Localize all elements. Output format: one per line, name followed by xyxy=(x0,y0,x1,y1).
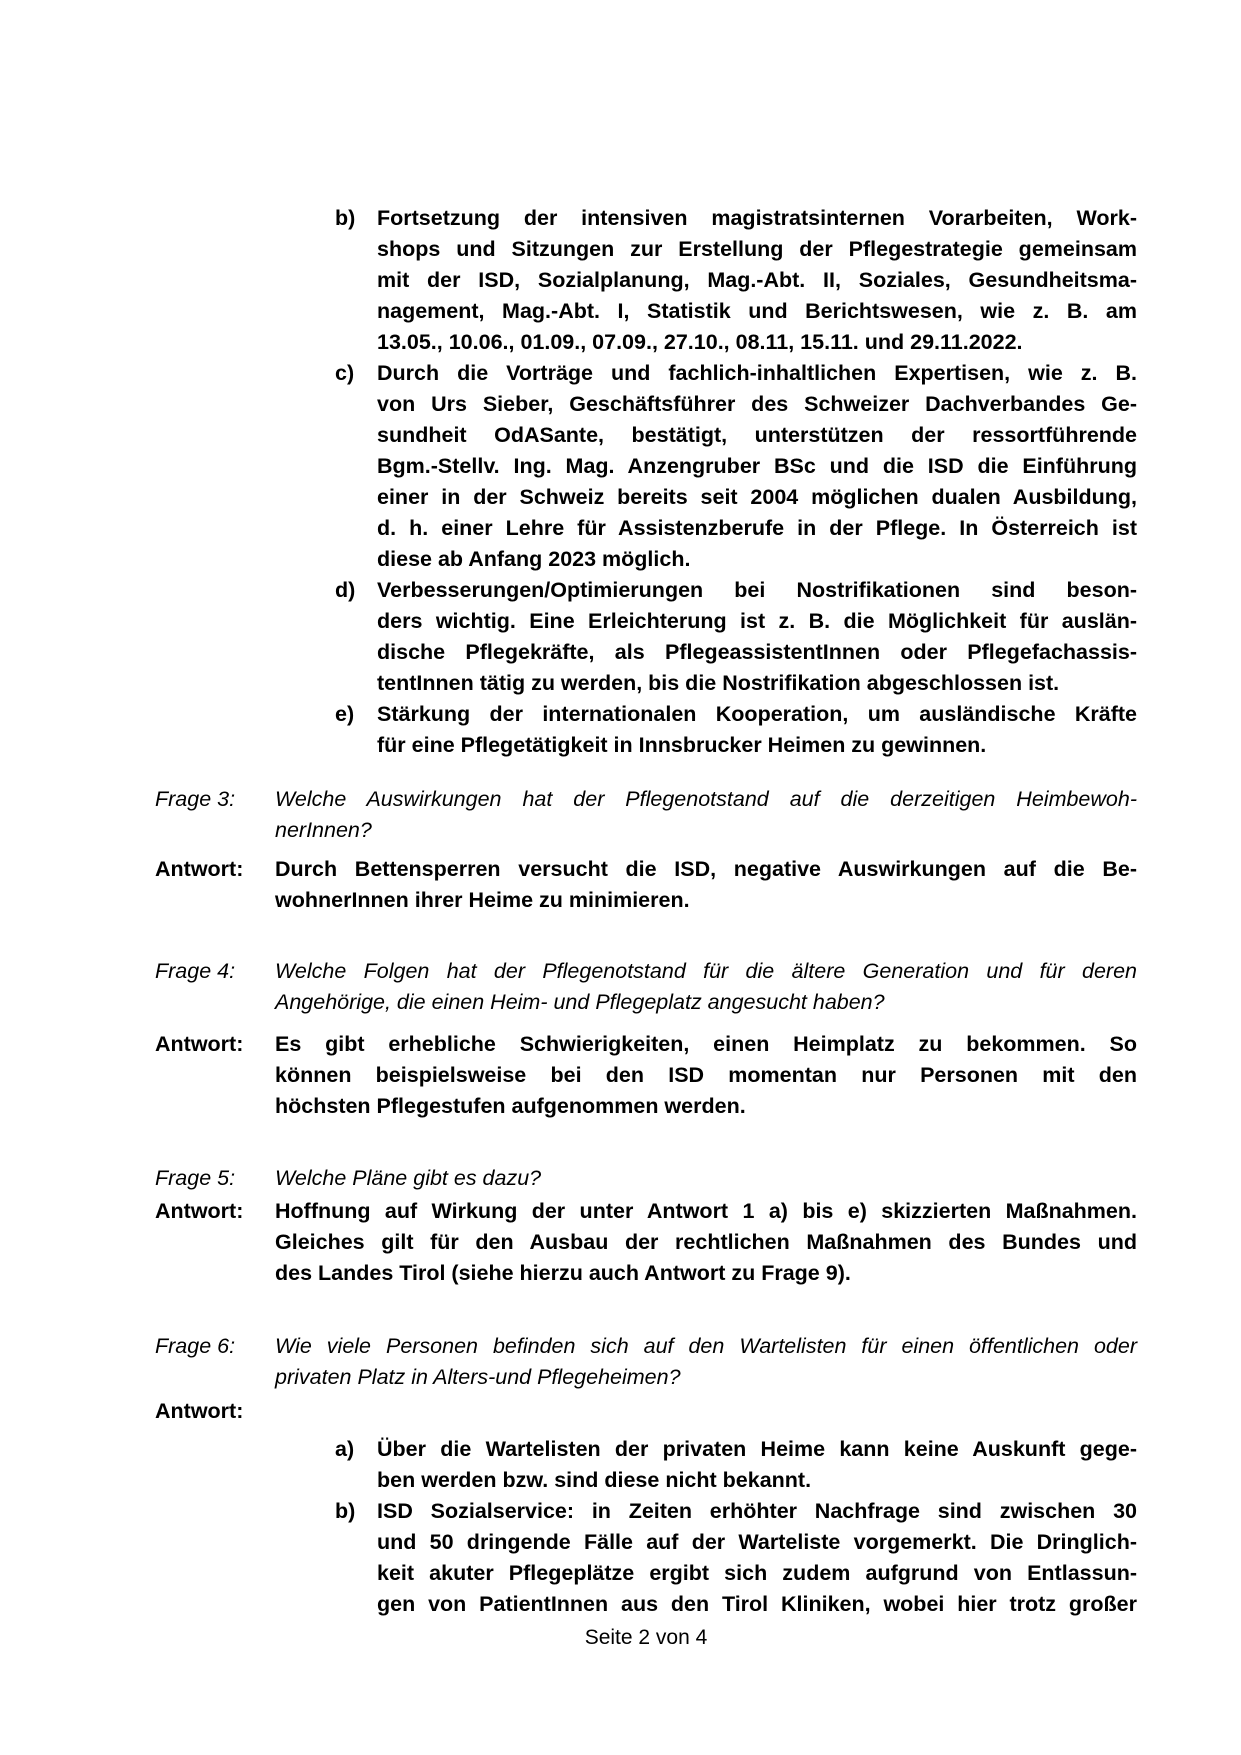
text-line: des Landes Tirol (siehe hierzu auch Antwort zu Frage 9). xyxy=(275,1261,851,1285)
text-line: Durch Bettensperren versucht die ISD, negative Auswirkungen auf die Be- xyxy=(275,857,1137,881)
list-item xyxy=(335,575,1137,699)
list-item xyxy=(335,203,1137,358)
qa-text xyxy=(275,956,1137,1018)
qa-text xyxy=(275,1331,1137,1393)
qa-label: Frage 5: xyxy=(155,1166,236,1190)
qa-row xyxy=(155,956,1137,1018)
text-line: und 50 dringende Fälle auf der Warteliste vorgemerkt. Die Dringlich- xyxy=(377,1530,1137,1554)
text-line: Fortsetzung der intensiven magistratsinternen Vorarbeiten, Work- xyxy=(377,206,1137,230)
list-item-marker: d) xyxy=(335,578,356,602)
text-line: d. h. einer Lehre für Assistenzberufe in der Pflege. In Österreich ist xyxy=(377,516,1137,540)
list-item xyxy=(335,1496,1137,1620)
list-item-marker: b) xyxy=(335,206,356,230)
qa-row xyxy=(155,784,1137,846)
page-number: Seite 2 von 4 xyxy=(584,1626,708,1649)
text-line: höchsten Pflegestufen aufgenommen werden. xyxy=(275,1094,746,1118)
text-line: Bgm.-Stellv. Ing. Mag. Anzengruber BSc und die ISD die Einführung xyxy=(377,454,1137,478)
qa-row xyxy=(155,1396,1137,1427)
list-item xyxy=(335,699,1137,761)
list-item-marker: a) xyxy=(335,1437,355,1461)
text-line: können beispielsweise bei den ISD momentan nur Personen mit den xyxy=(275,1063,1137,1087)
text-line: nagement, Mag.-Abt. I, Statistik und Berichtswesen, wie z. B. am xyxy=(377,299,1137,323)
qa-row xyxy=(155,1163,1137,1194)
text-line: für eine Pflegetätigkeit in Innsbrucker Heimen zu gewinnen. xyxy=(377,733,987,757)
text-line: diese ab Anfang 2023 möglich. xyxy=(377,547,691,571)
list-item-text xyxy=(377,203,1137,358)
numbered-list xyxy=(335,1434,1137,1620)
text-line: ben werden bzw. sind diese nicht bekannt. xyxy=(377,1468,812,1492)
text-line: 13.05., 10.06., 01.09., 07.09., 27.10., 08.11, 15.11. und 29.11.2022. xyxy=(377,330,1023,354)
list-item-text xyxy=(377,358,1137,575)
text-line: ders wichtig. Eine Erleichterung ist z. B. die Möglichkeit für auslän- xyxy=(377,609,1137,633)
qa-label: Antwort: xyxy=(155,857,244,881)
qa-label: Antwort: xyxy=(155,1399,244,1423)
qa-row xyxy=(155,1029,1137,1122)
text-line: keit akuter Pflegeplätze ergibt sich zudem aufgrund von Entlassun- xyxy=(377,1561,1137,1585)
list-item xyxy=(335,1434,1137,1496)
text-line: gen von PatientInnen aus den Tirol Kliniken, wobei hier trotz großer xyxy=(377,1592,1137,1616)
list-item-marker: b) xyxy=(335,1499,356,1523)
page-footer xyxy=(155,1625,1137,1651)
qa-label: Antwort: xyxy=(155,1199,244,1223)
qa-text xyxy=(275,1029,1137,1122)
qa-text xyxy=(275,784,1137,846)
list-item-text xyxy=(377,1496,1137,1620)
qa-label: Frage 4: xyxy=(155,959,236,983)
text-line: Wie viele Personen befinden sich auf den Wartelisten für einen öffentlichen oder xyxy=(275,1334,1137,1358)
qa-label: Frage 6: xyxy=(155,1334,236,1358)
qa-label: Frage 3: xyxy=(155,787,236,811)
text-line: einer in der Schweiz bereits seit 2004 möglichen dualen Ausbildung, xyxy=(377,485,1137,509)
text-line: Verbesserungen/Optimierungen bei Nostrifikationen sind beson- xyxy=(377,578,1137,602)
text-line: tentInnen tätig zu werden, bis die Nostrifikation abgeschlossen ist. xyxy=(377,671,1060,695)
text-line: nerInnen? xyxy=(275,818,372,842)
qa-row xyxy=(155,1196,1137,1289)
text-line: shops und Sitzungen zur Erstellung der Pflegestrategie gemeinsam xyxy=(377,237,1137,261)
text-line: Angehörige, die einen Heim- und Pflegeplatz angesucht haben? xyxy=(275,990,885,1014)
text-line: Es gibt erhebliche Schwierigkeiten, einen Heimplatz zu bekommen. So xyxy=(275,1032,1137,1056)
qa-text xyxy=(275,1163,1137,1194)
text-line: Welche Pläne gibt es dazu? xyxy=(275,1166,542,1190)
list-item-text xyxy=(377,699,1137,761)
qa-text xyxy=(275,1196,1137,1289)
text-line: dische Pflegekräfte, als PflegeassistentInnen oder Pflegefachassis- xyxy=(377,640,1137,664)
text-line: mit der ISD, Sozialplanung, Mag.-Abt. II, Soziales, Gesundheitsma- xyxy=(377,268,1137,292)
text-line: Gleiches gilt für den Ausbau der rechtlichen Maßnahmen des Bundes und xyxy=(275,1230,1137,1254)
qa-row xyxy=(155,854,1137,916)
text-line: von Urs Sieber, Geschäftsführer des Schweizer Dachverbandes Ge- xyxy=(377,392,1137,416)
qa-row xyxy=(155,1331,1137,1393)
text-line: Hoffnung auf Wirkung der unter Antwort 1 a) bis e) skizzierten Maßnahmen. xyxy=(275,1199,1137,1223)
text-line: Welche Folgen hat der Pflegenotstand für die ältere Generation und für deren xyxy=(275,959,1137,983)
list-item-marker: e) xyxy=(335,702,355,726)
list-item xyxy=(335,358,1137,575)
text-line: ISD Sozialservice: in Zeiten erhöhter Nachfrage sind zwischen 30 xyxy=(377,1499,1137,1523)
list-item-text xyxy=(377,1434,1137,1496)
qa-text xyxy=(275,1396,1137,1427)
list-item-marker: c) xyxy=(335,361,355,385)
qa-text xyxy=(275,854,1137,916)
text-line: Welche Auswirkungen hat der Pflegenotstand auf die derzeitigen Heimbewoh- xyxy=(275,787,1137,811)
text-line: privaten Platz in Alters-und Pflegeheimen? xyxy=(275,1365,681,1389)
document-body xyxy=(155,203,1137,1620)
text-line: wohnerInnen ihrer Heime zu minimieren. xyxy=(275,888,690,912)
qa-label: Antwort: xyxy=(155,1032,244,1056)
list-item-text xyxy=(377,575,1137,699)
text-line: sundheit OdASante, bestätigt, unterstützen der ressortführende xyxy=(377,423,1137,447)
text-line: Durch die Vorträge und fachlich-inhaltlichen Expertisen, wie z. B. xyxy=(377,361,1137,385)
text-line: Über die Wartelisten der privaten Heime kann keine Auskunft gege- xyxy=(377,1437,1137,1461)
text-line: Stärkung der internationalen Kooperation, um ausländische Kräfte xyxy=(377,702,1137,726)
numbered-list xyxy=(335,203,1137,761)
